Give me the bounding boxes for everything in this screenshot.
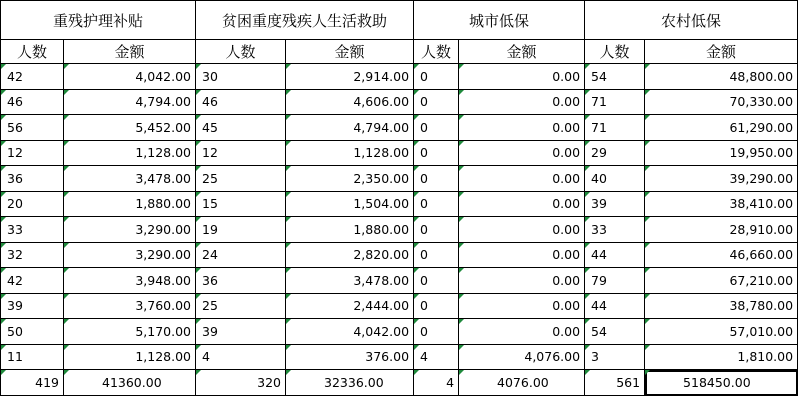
amount-cell[interactable]: 5,452.00	[64, 115, 196, 141]
table-row	[1, 166, 798, 192]
amount-cell[interactable]: 46,660.00	[645, 242, 798, 268]
amount-cell[interactable]: 2,444.00	[286, 293, 414, 319]
amount-cell[interactable]: 70,330.00	[645, 89, 798, 115]
amount-cell[interactable]: 0.00	[459, 293, 585, 319]
amount-cell[interactable]: 4,042.00	[286, 319, 414, 345]
count-cell[interactable]: 4	[414, 344, 459, 370]
amount-cell[interactable]: 1,128.00	[64, 140, 196, 166]
amount-cell[interactable]: 0.00	[459, 191, 585, 217]
amount-cell[interactable]: 67,210.00	[645, 268, 798, 294]
amount-cell[interactable]: 0.00	[459, 217, 585, 243]
count-cell[interactable]: 33	[585, 217, 645, 243]
amount-cell[interactable]: 1,128.00	[64, 344, 196, 370]
count-cell[interactable]: 0	[414, 166, 459, 192]
totals-row	[1, 370, 798, 396]
data-body	[1, 64, 798, 370]
table-row	[1, 242, 798, 268]
amount-cell[interactable]: 1,128.00	[286, 140, 414, 166]
count-cell[interactable]: 36	[196, 268, 286, 294]
amount-cell[interactable]: 57,010.00	[645, 319, 798, 345]
count-cell[interactable]: 12	[1, 140, 64, 166]
count-cell[interactable]: 42	[1, 64, 64, 90]
count-header-cell[interactable]: 人数	[1, 40, 64, 64]
total-count-cell[interactable]: 419	[1, 370, 64, 396]
count-cell[interactable]: 0	[414, 242, 459, 268]
count-cell[interactable]: 0	[414, 191, 459, 217]
table-row	[1, 89, 798, 115]
amount-cell[interactable]: 0.00	[459, 242, 585, 268]
count-cell[interactable]: 19	[196, 217, 286, 243]
amount-cell[interactable]: 4,076.00	[459, 344, 585, 370]
count-cell[interactable]: 39	[585, 191, 645, 217]
count-cell[interactable]: 45	[196, 115, 286, 141]
amount-cell[interactable]: 4,794.00	[64, 89, 196, 115]
amount-cell[interactable]: 1,880.00	[286, 217, 414, 243]
amount-cell[interactable]: 28,910.00	[645, 217, 798, 243]
group-header-cell[interactable]: 重残护理补贴	[1, 1, 196, 40]
count-cell[interactable]: 0	[414, 89, 459, 115]
table-row	[1, 293, 798, 319]
amount-cell[interactable]: 5,170.00	[64, 319, 196, 345]
amount-cell[interactable]: 3,478.00	[286, 268, 414, 294]
count-cell[interactable]: 79	[585, 268, 645, 294]
total-amount-cell-selected[interactable]: 518450.00	[645, 370, 798, 396]
table-row	[1, 268, 798, 294]
count-cell[interactable]: 0	[414, 217, 459, 243]
amount-cell[interactable]: 0.00	[459, 64, 585, 90]
amount-cell[interactable]: 1,880.00	[64, 191, 196, 217]
amount-cell[interactable]: 3,478.00	[64, 166, 196, 192]
count-cell[interactable]: 24	[196, 242, 286, 268]
count-cell[interactable]: 20	[1, 191, 64, 217]
count-cell[interactable]: 0	[414, 140, 459, 166]
group-header-row	[1, 1, 798, 40]
count-cell[interactable]: 56	[1, 115, 64, 141]
group-header-cell[interactable]: 农村低保	[585, 1, 798, 40]
count-header-cell[interactable]: 人数	[414, 40, 459, 64]
amount-header-cell[interactable]: 金额	[645, 40, 798, 64]
table-row	[1, 115, 798, 141]
amount-cell[interactable]: 4,606.00	[286, 89, 414, 115]
count-cell[interactable]: 11	[1, 344, 64, 370]
count-cell[interactable]: 0	[414, 293, 459, 319]
total-count-cell[interactable]: 561	[585, 370, 645, 396]
count-cell[interactable]: 36	[1, 166, 64, 192]
amount-header-cell[interactable]: 金额	[459, 40, 585, 64]
amount-cell[interactable]: 1,504.00	[286, 191, 414, 217]
table-row	[1, 191, 798, 217]
table-row	[1, 344, 798, 370]
count-cell[interactable]: 4	[196, 344, 286, 370]
amount-cell[interactable]: 4,042.00	[64, 64, 196, 90]
amount-cell[interactable]: 39,290.00	[645, 166, 798, 192]
amount-cell[interactable]: 19,950.00	[645, 140, 798, 166]
table-row	[1, 319, 798, 345]
amount-cell[interactable]: 3,760.00	[64, 293, 196, 319]
table-row	[1, 64, 798, 90]
count-cell[interactable]: 25	[196, 166, 286, 192]
count-cell[interactable]: 0	[414, 268, 459, 294]
amount-cell[interactable]: 0.00	[459, 268, 585, 294]
amount-cell[interactable]: 4,794.00	[286, 115, 414, 141]
count-cell[interactable]: 50	[1, 319, 64, 345]
amount-cell[interactable]: 0.00	[459, 140, 585, 166]
count-cell[interactable]: 42	[1, 268, 64, 294]
amount-cell[interactable]: 3,290.00	[64, 217, 196, 243]
amount-cell[interactable]: 0.00	[459, 115, 585, 141]
total-amount-cell[interactable]: 41360.00	[64, 370, 196, 396]
count-cell[interactable]: 3	[585, 344, 645, 370]
amount-cell[interactable]: 48,800.00	[645, 64, 798, 90]
amount-cell[interactable]: 61,290.00	[645, 115, 798, 141]
amount-cell[interactable]: 38,410.00	[645, 191, 798, 217]
count-cell[interactable]: 33	[1, 217, 64, 243]
count-cell[interactable]: 12	[196, 140, 286, 166]
amount-cell[interactable]: 0.00	[459, 89, 585, 115]
count-cell[interactable]: 39	[1, 293, 64, 319]
amount-cell[interactable]: 2,820.00	[286, 242, 414, 268]
table-row	[1, 217, 798, 243]
count-cell[interactable]: 15	[196, 191, 286, 217]
column-header-row	[1, 40, 798, 64]
count-cell[interactable]: 54	[585, 319, 645, 345]
count-header-cell[interactable]: 人数	[585, 40, 645, 64]
count-cell[interactable]: 0	[414, 115, 459, 141]
count-header-cell[interactable]: 人数	[196, 40, 286, 64]
amount-cell[interactable]: 376.00	[286, 344, 414, 370]
group-header-cell[interactable]: 贫困重度残疾人生活救助	[196, 1, 414, 40]
total-count-cell[interactable]: 320	[196, 370, 286, 396]
amount-cell[interactable]: 38,780.00	[645, 293, 798, 319]
amount-cell[interactable]: 1,810.00	[645, 344, 798, 370]
count-cell[interactable]: 0	[414, 319, 459, 345]
count-cell[interactable]: 71	[585, 89, 645, 115]
count-cell[interactable]: 39	[196, 319, 286, 345]
count-cell[interactable]: 0	[414, 64, 459, 90]
amount-header-cell[interactable]: 金额	[64, 40, 196, 64]
amount-header-cell[interactable]: 金额	[286, 40, 414, 64]
count-cell[interactable]: 46	[1, 89, 64, 115]
total-amount-cell[interactable]: 4076.00	[459, 370, 585, 396]
amount-cell[interactable]: 0.00	[459, 319, 585, 345]
count-cell[interactable]: 44	[585, 242, 645, 268]
amount-cell[interactable]: 2,914.00	[286, 64, 414, 90]
count-cell[interactable]: 54	[585, 64, 645, 90]
total-count-cell[interactable]: 4	[414, 370, 459, 396]
count-cell[interactable]: 32	[1, 242, 64, 268]
count-cell[interactable]: 46	[196, 89, 286, 115]
count-cell[interactable]: 25	[196, 293, 286, 319]
count-cell[interactable]: 40	[585, 166, 645, 192]
count-cell[interactable]: 29	[585, 140, 645, 166]
amount-cell[interactable]: 3,948.00	[64, 268, 196, 294]
amount-cell[interactable]: 2,350.00	[286, 166, 414, 192]
amount-cell[interactable]: 0.00	[459, 166, 585, 192]
table-row	[1, 140, 798, 166]
count-cell[interactable]: 71	[585, 115, 645, 141]
count-cell[interactable]: 44	[585, 293, 645, 319]
group-header-cell[interactable]: 城市低保	[414, 1, 585, 40]
amount-cell[interactable]: 3,290.00	[64, 242, 196, 268]
count-cell[interactable]: 30	[196, 64, 286, 90]
total-amount-cell[interactable]: 32336.00	[286, 370, 414, 396]
